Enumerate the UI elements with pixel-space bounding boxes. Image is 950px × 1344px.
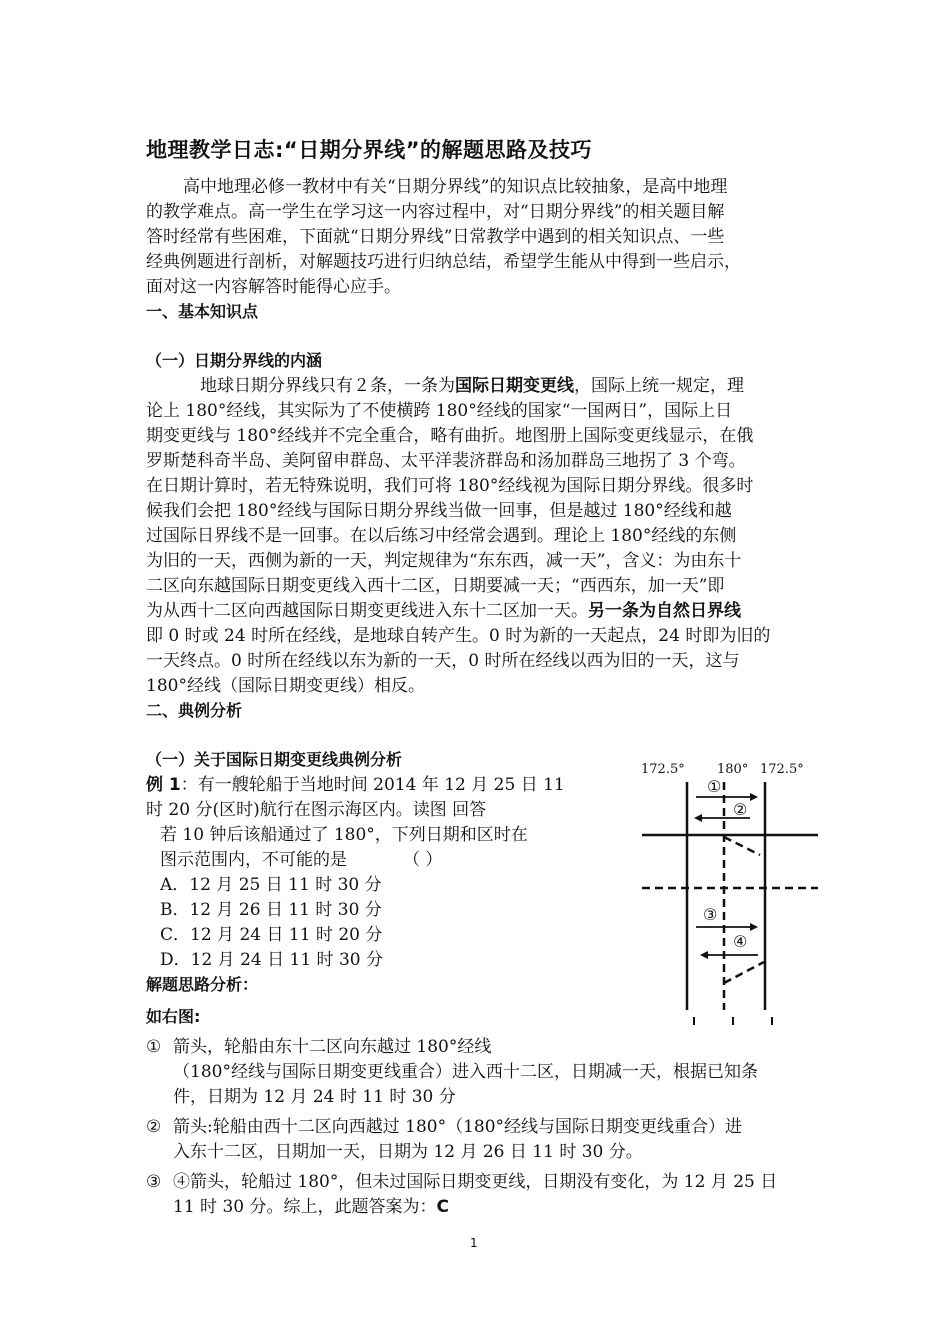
- paragraph-line: 180°经线（国际日期变更线）相反。: [146, 676, 425, 696]
- longitude-label-180: 180°: [717, 762, 749, 777]
- date-line-diagram: [640, 755, 820, 1030]
- paragraph-line: 期变更线与 180°经线并不完全重合，略有曲折。地图册上国际变更线显示，在俄: [146, 426, 754, 446]
- paragraph-line: 在日期计算时，若无特殊说明，我们可将 180°经线视为国际日期分界线。很多时: [146, 476, 754, 496]
- intro-line: 高中地理必修一教材中有关“日期分界线”的知识点比较抽象，是高中地理: [183, 177, 728, 197]
- arrowhead: [700, 951, 708, 959]
- longitude-label-east: 172.5°: [760, 762, 804, 777]
- subsection-heading: （一）日期分界线的内涵: [146, 351, 323, 370]
- paragraph-line: [200, 374, 744, 398]
- section-heading: 二、典例分析: [146, 701, 243, 720]
- option-c: C．12 月 24 日 11 时 20 分: [160, 925, 383, 945]
- example-line: 时 20 分(区时)航行在图示海区内。读图 回答: [146, 800, 487, 820]
- text-segment: 地球日期分界线只有２条，一条为: [200, 376, 455, 396]
- answer-letter: C: [436, 1197, 449, 1217]
- date-line-jog: [724, 837, 760, 855]
- point-line: ④箭头，轮船过 180°，但未过国际日期变更线，日期没有变化，为 12 月 25 日: [173, 1172, 778, 1192]
- text-segment: 11 时 30 分。综上，此题答案为：: [173, 1197, 437, 1217]
- subsection-heading: （一）关于国际日期变更线典例分析: [146, 750, 403, 769]
- point-marker: ②: [146, 1117, 162, 1137]
- section-heading: 一、基本知识点: [146, 302, 259, 321]
- longitude-label-west: 172.5°: [641, 762, 685, 777]
- answer-paren: （ ）: [403, 850, 443, 870]
- date-line-jog: [724, 962, 764, 983]
- intro-line: 的教学难点。高一学生在学习这一内容过程中，对“日期分界线”的相关题目解: [146, 202, 725, 222]
- paragraph-line: 罗斯楚科奇半岛、美阿留申群岛、太平洋裴济群岛和汤加群岛三地拐了 3 个弯。: [146, 451, 746, 471]
- text-segment: ，国际上统一规定，理: [574, 376, 744, 396]
- marker-3: ③: [703, 905, 718, 924]
- point-line: 箭头:轮船由西十二区向西越过 180°（180°经线与国际日期变更线重合）进: [173, 1117, 743, 1137]
- point-marker: ③: [146, 1172, 162, 1192]
- point-line: 入东十二区，日期加一天，日期为 12 月 26 日 11 时 30 分。: [173, 1142, 643, 1162]
- marker-2: ②: [733, 800, 748, 819]
- example-label: 例 1: [146, 775, 181, 795]
- option-b: B．12 月 26 日 11 时 30 分: [160, 900, 382, 920]
- paragraph-line: 候我们会把 180°经线与国际日期分界线当做一回事，但是越过 180°经线和越: [146, 501, 732, 521]
- option-d: D．12 月 24 日 11 时 30 分: [160, 950, 383, 970]
- figure-reference: 如右图:: [146, 1007, 201, 1026]
- paragraph-line: 论上 180°经线，其实际为了不使横跨 180°经线的国家“一国两日”，国际上日: [146, 401, 733, 421]
- point-line: （180°经线与国际日期变更线重合）进入西十二区，日期减一天，根据已知条: [173, 1062, 758, 1082]
- marker-4: ④: [733, 932, 748, 951]
- intro-line: 答时经常有些困难，下面就“日期分界线”日常教学中遇到的相关知识点、一些: [146, 227, 725, 247]
- arrowhead: [750, 793, 758, 801]
- analysis-heading: 解题思路分析：: [146, 975, 259, 994]
- paragraph-line: [146, 599, 741, 623]
- paragraph-line: 为旧的一天，西侧为新的一天，判定规律为“东东西，减一天”，含义：为由东十: [146, 551, 742, 571]
- page-number: 1: [470, 1236, 478, 1250]
- example-line: [146, 773, 565, 797]
- point-marker: ①: [146, 1037, 162, 1057]
- option-a: A．12 月 25 日 11 时 30 分: [160, 875, 382, 895]
- text-segment: 为从西十二区向西越国际日期变更线进入东十二区加一天。: [146, 601, 588, 621]
- example-line: [160, 848, 442, 872]
- example-line: 若 10 钟后该船通过了 180°，下列日期和区时在: [160, 825, 528, 845]
- text-segment: 图示范围内，不可能的是: [160, 850, 347, 870]
- point-line: 箭头，轮船由东十二区向东越过 180°经线: [173, 1037, 492, 1057]
- bold-term: 另一条为自然日界线: [588, 601, 741, 621]
- point-line: 件，日期为 12 月 24 时 11 时 30 分: [173, 1087, 456, 1107]
- point-line: [173, 1195, 449, 1219]
- text-segment: ：有一艘轮船于当地时间 2014 年 12 月 25 日 11: [180, 775, 565, 795]
- arrowhead: [750, 923, 758, 931]
- intro-line: 经典例题进行剖析，对解题技巧进行归纳总结，希望学生能从中得到一些启示，: [146, 252, 741, 272]
- intro-line: 面对这一内容解答时能得心应手。: [146, 277, 401, 297]
- marker-1: ①: [707, 777, 722, 796]
- bold-term: 国际日期变更线: [455, 376, 574, 396]
- page-title: 地理教学日志:“日期分界线”的解题思路及技巧: [146, 138, 592, 162]
- arrowhead: [694, 814, 702, 822]
- paragraph-line: 过国际日界线不是一回事。在以后练习中经常会遇到。理论上 180°经线的东侧: [146, 526, 737, 546]
- paragraph-line: 即 0 时或 24 时所在经线，是地球自转产生。0 时为新的一天起点，24 时即为旧的: [146, 626, 771, 646]
- paragraph-line: 一天终点。0 时所在经线以东为新的一天，0 时所在经线以西为旧的一天，这与: [146, 651, 740, 671]
- paragraph-line: 二区向东越国际日期变更线入西十二区，日期要减一天；“西西东，加一天”即: [146, 576, 725, 596]
